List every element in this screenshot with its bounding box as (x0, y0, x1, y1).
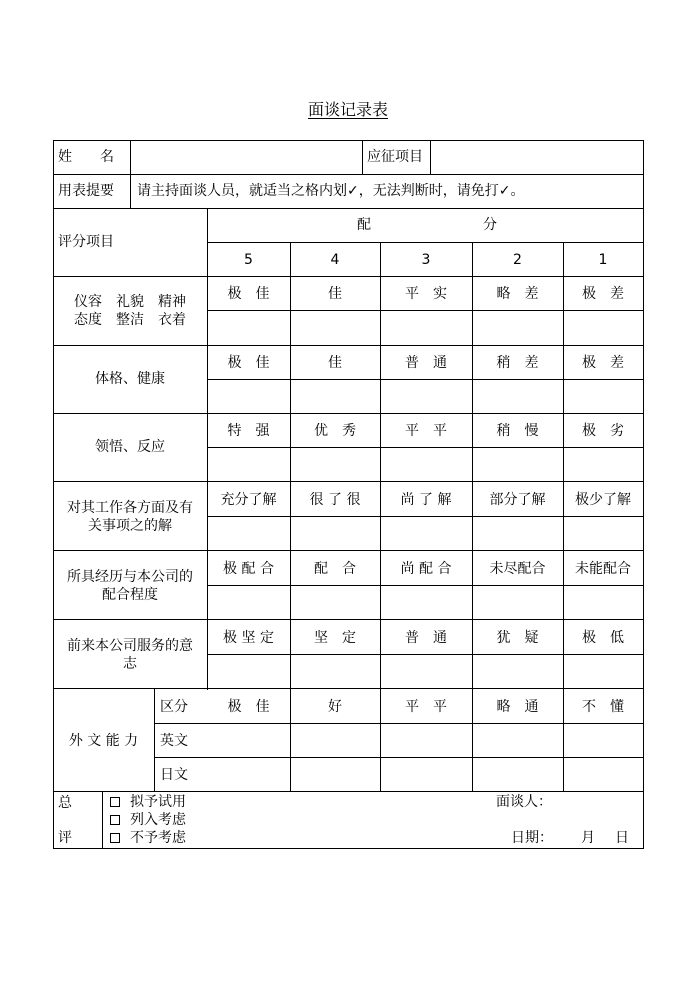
rating-option: 极 配 合 (223, 561, 274, 577)
criterion-label: 关事项之的解 (88, 518, 172, 534)
rating-option: 略 差 (496, 286, 539, 302)
table-rule (102, 791, 103, 849)
rating-option: 普 通 (405, 355, 447, 371)
summary-option-label: 拟予试用 (130, 794, 186, 810)
criterion-label: 配合程度 (102, 587, 158, 603)
checkbox-icon[interactable] (110, 797, 120, 807)
rating-option: 稍 慢 (496, 423, 539, 439)
rating-option: 部分了解 (489, 492, 546, 508)
table-rule (53, 550, 643, 551)
scoring-item-label: 评分项目 (58, 234, 114, 250)
summary-option[interactable] (110, 793, 186, 811)
language-check-cell[interactable] (208, 758, 289, 790)
table-rule (154, 689, 155, 791)
language-check-cell[interactable] (381, 724, 471, 756)
score-value-5: 5 (244, 252, 253, 268)
date-label: 日期： (511, 830, 553, 846)
rating-check-cell[interactable] (381, 517, 471, 549)
rating-option: 极 劣 (582, 423, 624, 439)
rating-option: 犹 疑 (496, 630, 539, 646)
rating-check-cell[interactable] (564, 311, 642, 343)
language-rating-option: 略 通 (496, 699, 539, 715)
rating-check-cell[interactable] (473, 380, 562, 412)
page-title: 面谈记录表 (307, 100, 388, 119)
rating-check-cell[interactable] (564, 380, 642, 412)
rating-option: 佳 (328, 355, 342, 371)
rating-check-cell[interactable] (208, 311, 289, 343)
interviewer-label: 面谈人： (496, 794, 552, 810)
rating-check-cell[interactable] (564, 586, 642, 618)
rating-option: 未尽配合 (489, 561, 546, 577)
summary-option[interactable] (110, 829, 186, 847)
rating-check-cell[interactable] (473, 586, 562, 618)
rating-check-cell[interactable] (381, 586, 471, 618)
score-value-2: 2 (513, 252, 522, 268)
japanese-label: 日文 (160, 767, 188, 783)
table-rule (53, 208, 643, 209)
rating-check-cell[interactable] (564, 517, 642, 549)
rating-check-cell[interactable] (381, 655, 471, 687)
table-rule (207, 242, 643, 243)
rating-check-cell[interactable] (564, 448, 642, 480)
score-header-label: 配 (357, 217, 371, 233)
rating-check-cell[interactable] (208, 586, 289, 618)
table-rule (53, 619, 643, 620)
summary-label: 总 (58, 795, 72, 811)
english-label: 英文 (160, 733, 188, 749)
rating-check-cell[interactable] (291, 655, 379, 687)
day-label: 日 (615, 830, 629, 846)
language-check-cell[interactable] (208, 724, 289, 756)
language-rating-option: 平 平 (405, 699, 447, 715)
summary-label: 评 (58, 830, 72, 846)
rating-option: 尚 配 合 (400, 561, 452, 577)
rating-option: 很 了 很 (309, 492, 361, 508)
notes-text: 请主持面谈人员，就适当之格内划✓，无法判断时，请免打✓。 (137, 183, 525, 199)
rating-check-cell[interactable] (381, 380, 471, 412)
table-rule (53, 688, 643, 689)
rating-option: 极 佳 (227, 355, 270, 371)
language-check-cell[interactable] (564, 724, 642, 756)
language-check-cell[interactable] (564, 758, 642, 790)
criterion-label: 志 (123, 656, 137, 672)
name-label: 姓 名 (58, 149, 114, 165)
table-rule (53, 791, 643, 792)
rating-option: 稍 差 (496, 355, 539, 371)
rating-option: 未能配合 (575, 561, 631, 577)
rating-check-cell[interactable] (473, 517, 562, 549)
criterion-label: 领悟、反应 (95, 439, 165, 455)
notes-label: 用表提要 (58, 183, 114, 199)
rating-option: 极 佳 (227, 286, 270, 302)
rating-check-cell[interactable] (208, 380, 289, 412)
language-check-cell[interactable] (291, 758, 379, 790)
summary-option-label: 不予考虑 (130, 830, 186, 846)
language-rating-option: 不 懂 (582, 699, 624, 715)
rating-check-cell[interactable] (208, 448, 289, 480)
rating-check-cell[interactable] (291, 586, 379, 618)
rating-option: 极少了解 (575, 492, 631, 508)
criterion-label: 态度 整洁 衣着 (74, 312, 186, 328)
table-rule (430, 140, 431, 174)
rating-check-cell[interactable] (564, 655, 642, 687)
rating-check-cell[interactable] (291, 448, 379, 480)
criterion-label: 仪容 礼貌 精神 (74, 294, 186, 310)
rating-option: 普 通 (405, 630, 447, 646)
summary-option-label: 列入考虑 (130, 812, 186, 828)
criterion-label: 所具经历与本公司的 (67, 569, 193, 585)
language-rating-option: 极 佳 (227, 699, 270, 715)
criterion-label: 前来本公司服务的意 (67, 638, 193, 654)
rating-option: 极 低 (582, 630, 624, 646)
language-rating-option: 好 (328, 699, 342, 715)
rating-option: 充分了解 (220, 492, 277, 508)
rating-option: 尚 了 解 (400, 492, 452, 508)
rating-check-cell[interactable] (291, 311, 379, 343)
month-label: 月 (581, 830, 595, 846)
table-rule (53, 276, 643, 277)
table-rule (130, 140, 131, 208)
language-check-cell[interactable] (291, 724, 379, 756)
score-value-1: 1 (598, 252, 608, 268)
score-header-label: 分 (483, 217, 497, 233)
rating-option: 极 差 (582, 286, 624, 302)
table-rule (362, 140, 363, 174)
rating-option: 特 强 (227, 423, 270, 439)
rating-check-cell[interactable] (291, 517, 379, 549)
checkbox-icon[interactable] (110, 815, 120, 825)
rating-check-cell[interactable] (473, 655, 562, 687)
rating-option: 坚 定 (314, 630, 356, 646)
score-value-3: 3 (421, 252, 431, 268)
rating-option: 优 秀 (314, 423, 356, 439)
rating-check-cell[interactable] (208, 655, 289, 687)
criterion-label: 对其工作各方面及有 (67, 500, 193, 516)
rating-check-cell[interactable] (381, 448, 471, 480)
table-rule (53, 481, 643, 482)
language-check-cell[interactable] (473, 758, 562, 790)
rating-option: 极 差 (582, 355, 624, 371)
checkbox-icon[interactable] (110, 833, 120, 843)
table-rule (53, 413, 643, 414)
rating-option: 极 坚 定 (223, 630, 274, 646)
score-value-4: 4 (330, 252, 340, 268)
rating-option: 佳 (328, 286, 342, 302)
rating-option: 配 合 (314, 561, 356, 577)
language-subheader: 区分 (160, 699, 188, 715)
criterion-label: 体格、健康 (95, 371, 165, 387)
language-check-cell[interactable] (473, 724, 562, 756)
rating-option: 平 平 (405, 423, 447, 439)
table-rule (53, 345, 643, 346)
position-label: 应征项目 (367, 149, 423, 165)
rating-check-cell[interactable] (473, 448, 562, 480)
language-label: 外 文 能 力 (68, 733, 139, 749)
summary-option[interactable] (110, 811, 186, 829)
rating-check-cell[interactable] (291, 380, 379, 412)
language-check-cell[interactable] (381, 758, 471, 790)
table-rule (53, 174, 643, 175)
rating-check-cell[interactable] (381, 311, 471, 343)
rating-check-cell[interactable] (208, 517, 289, 549)
rating-option: 平 实 (405, 286, 447, 302)
rating-check-cell[interactable] (473, 311, 562, 343)
